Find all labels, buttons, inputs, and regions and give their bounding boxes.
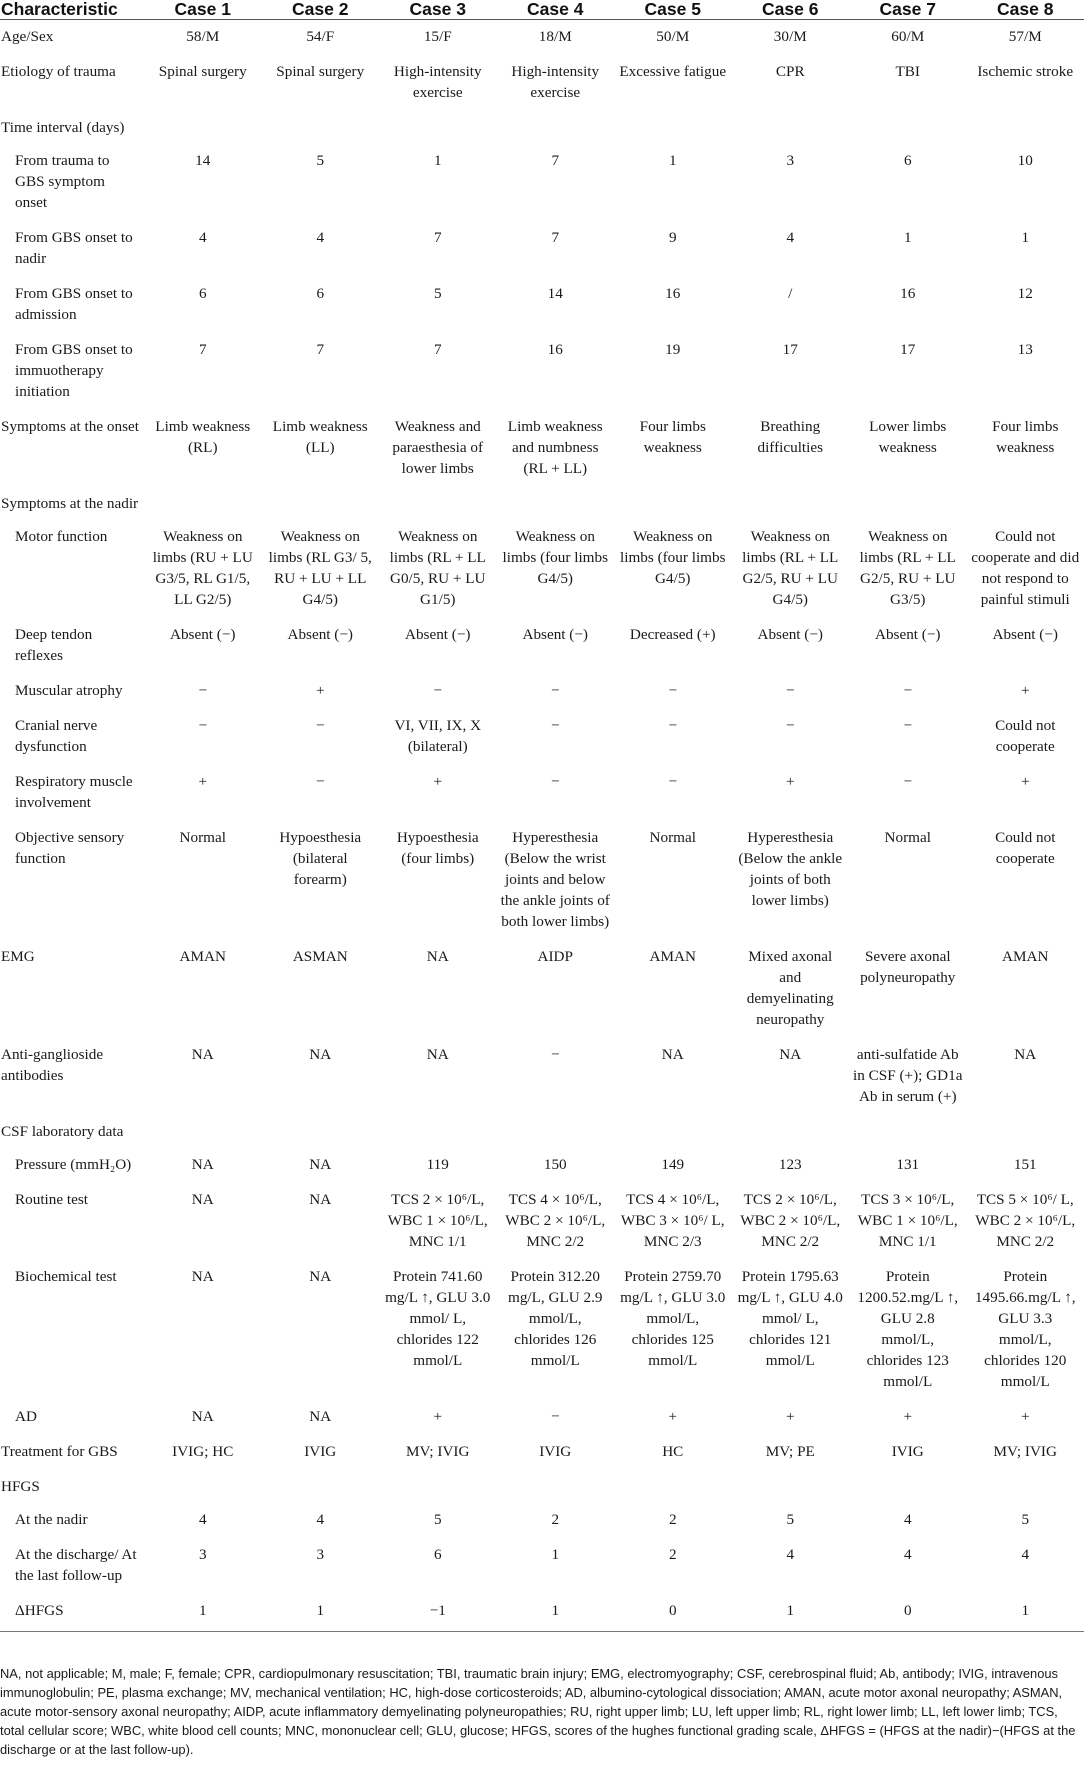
- table-row: [0, 1594, 1084, 1632]
- table-cell-case-1: 7: [198, 341, 207, 358]
- table-cell-case-8: 151: [1013, 1156, 1037, 1173]
- row-label: Biochemical test: [15, 1268, 117, 1285]
- table-cell-case-8: MV; IVIG: [993, 1443, 1057, 1460]
- table-cell-case-3: MV; IVIG: [406, 1443, 470, 1460]
- table-cell-case-2: Spinal surgery: [276, 63, 365, 80]
- table-cell-case-7: −: [903, 773, 913, 790]
- table-cell-case-5: Four limbs weakness: [639, 418, 706, 456]
- table-cell-case-4: 16: [547, 341, 563, 358]
- table-cell-case-6: /: [788, 285, 793, 302]
- table-section-row: [0, 487, 1084, 520]
- table-cell-case-1: −: [198, 717, 208, 734]
- column-header-case-2: Case 2: [262, 0, 380, 20]
- table-cell-case-4: 1: [551, 1546, 560, 1563]
- table-cell-case-3: 7: [433, 341, 442, 358]
- table-cell-case-8: AMAN: [1002, 948, 1049, 965]
- row-label: Muscular atrophy: [15, 682, 123, 699]
- table-header-row: [0, 0, 1084, 20]
- table-cell-case-7: −: [903, 717, 913, 734]
- row-label: From GBS onset to admission: [15, 285, 133, 323]
- table-cell-case-2: 4: [316, 229, 325, 246]
- table-cell-case-6: 123: [778, 1156, 802, 1173]
- table-row: [0, 333, 1084, 410]
- table-cell-case-4: −: [550, 1046, 560, 1063]
- table-cell-case-1: 14: [195, 152, 211, 169]
- row-label: From GBS onset to immuotherapy initiation: [15, 341, 133, 400]
- table-cell-case-1: +: [198, 773, 208, 790]
- row-label: ΔHFGS: [0, 1594, 144, 1632]
- column-header-case-8: Case 8: [967, 0, 1084, 20]
- table-cell-case-2: NA: [309, 1046, 332, 1063]
- table-row: [0, 144, 1084, 221]
- table-row: [0, 410, 1084, 487]
- table-cell-case-6: Breathing difficulties: [757, 418, 824, 456]
- table-section-row: [0, 111, 1084, 144]
- table-row: [0, 1038, 1084, 1115]
- table-cell-case-3: −: [433, 682, 443, 699]
- table-cell-case-1: Limb weakness (RL): [155, 418, 251, 456]
- table-cell-case-2: Limb weakness (LL): [272, 418, 368, 456]
- table-cell-case-8: Could not cooperate: [995, 717, 1056, 755]
- table-cell-case-3: 5: [433, 1511, 442, 1528]
- table-cell-case-6: −: [785, 717, 795, 734]
- table-cell-case-2: Absent (−): [287, 626, 353, 643]
- row-label: Objective sensory function: [15, 829, 125, 867]
- table-cell-case-3: +: [433, 773, 443, 790]
- table-row: [0, 221, 1084, 277]
- table-cell-case-8: Four limbs weakness: [992, 418, 1059, 456]
- table-cell-case-1: NA: [191, 1156, 214, 1173]
- table-row: [0, 765, 1084, 821]
- table-row: [0, 1538, 1084, 1594]
- table-cell-case-4: −: [550, 682, 560, 699]
- row-label: From trauma to GBS symptom onset: [15, 152, 110, 211]
- table-cell-case-6: CPR: [775, 63, 805, 80]
- table-cell-case-8: 5: [1021, 1511, 1030, 1528]
- table-cell-case-6: 17: [782, 341, 798, 358]
- table-cell-case-8: 57/M: [1008, 28, 1042, 45]
- table-cell-case-4: High-intensity exercise: [511, 63, 600, 101]
- table-cell-case-1: NA: [191, 1408, 214, 1425]
- column-header-case-6: Case 6: [732, 0, 850, 20]
- column-header-case-3: Case 3: [379, 0, 497, 20]
- table-row: [0, 1148, 1084, 1183]
- table-cell-case-5: Weakness on limbs (four limbs G4/5): [620, 528, 726, 587]
- table-section-row: [0, 1470, 1084, 1503]
- table-cell-case-1: NA: [191, 1046, 214, 1063]
- table-cell-case-2: −: [315, 717, 325, 734]
- row-label: Routine test: [15, 1191, 88, 1208]
- table-cell-case-6: 5: [786, 1511, 795, 1528]
- table-cell-case-4: IVIG: [539, 1443, 572, 1460]
- table-row: [0, 940, 1084, 1038]
- table-cell-case-4: 14: [547, 285, 563, 302]
- table-cell-case-1: 3: [198, 1546, 207, 1563]
- table-cell-case-5: Decreased (+): [629, 626, 716, 643]
- table-cell-case-2: +: [315, 682, 325, 699]
- table-cell-case-4: 18/M: [538, 28, 572, 45]
- table-cell-case-1: Normal: [179, 829, 226, 846]
- table-row: [0, 1183, 1084, 1260]
- table-cell-case-8: +: [1020, 1408, 1030, 1425]
- table-cell-case-5: 1: [668, 152, 677, 169]
- table-cell-case-8: 4: [1021, 1546, 1030, 1563]
- table-cell-case-1: −: [198, 682, 208, 699]
- table-cell-case-2: 6: [316, 285, 325, 302]
- table-cell-case-2: ASMAN: [292, 948, 348, 965]
- table-cell-case-7: 1: [903, 229, 912, 246]
- table-cell-case-6: Mixed axonal and demyelinating neuropathy: [746, 948, 834, 1028]
- table-cell-case-5: 9: [668, 229, 677, 246]
- table-cell-case-8: 13: [1017, 341, 1033, 358]
- table-cell-case-5: 50/M: [656, 28, 690, 45]
- table-cell-case-7: 60/M: [891, 28, 925, 45]
- row-label: Age/Sex: [1, 28, 54, 45]
- table-cell-case-2: NA: [309, 1268, 332, 1285]
- table-cell-case-7: 17: [900, 341, 916, 358]
- table-cell-case-3: −1: [379, 1594, 497, 1632]
- table-cell-case-5: −: [668, 682, 678, 699]
- table-cell-case-8: NA: [1014, 1046, 1037, 1063]
- table-cell-case-8: Absent (−): [992, 626, 1058, 643]
- column-header-case-5: Case 5: [614, 0, 732, 20]
- table-cell-case-8: Could not cooperate and did not respond to painful stimuli: [971, 528, 1080, 608]
- table-cell-case-7: IVIG: [891, 1443, 924, 1460]
- table-cell-case-5: 149: [661, 1156, 685, 1173]
- table-cell-case-7: 16: [900, 285, 916, 302]
- row-label: EMG: [1, 948, 35, 965]
- table-cell-case-7: 4: [903, 1511, 912, 1528]
- table-cell-case-7: anti-sulfatide Ab in CSF (+); GD1a Ab in serum (+): [853, 1046, 963, 1105]
- row-label: AD: [15, 1408, 37, 1425]
- table-row: [0, 709, 1084, 765]
- table-cell-case-3: 119: [426, 1156, 449, 1173]
- table-cell-case-5: 0: [614, 1594, 732, 1632]
- table-cell-case-8: 1: [967, 1594, 1084, 1632]
- table-cell-case-7: 4: [903, 1546, 912, 1563]
- table-row: [0, 821, 1084, 940]
- table-cell-case-4: −: [550, 717, 560, 734]
- table-cell-case-1: NA: [191, 1268, 214, 1285]
- table-cell-case-3: VI, VII, IX, X (bilateral): [394, 717, 482, 755]
- table-cell-case-6: MV; PE: [765, 1443, 815, 1460]
- table-row: [0, 20, 1084, 56]
- table-cell-case-4: −: [550, 773, 560, 790]
- table-cell-case-2: 3: [316, 1546, 325, 1563]
- table-cell-case-6: 1: [732, 1594, 850, 1632]
- row-label: Motor function: [15, 528, 108, 545]
- table-cell-case-2: Weakness on limbs (RL G3/ 5, RU + LU + LL G4/5): [268, 528, 372, 608]
- table-cell-case-3: Absent (−): [404, 626, 471, 643]
- table-cell-case-2: 54/F: [306, 28, 335, 45]
- table-row: [0, 1260, 1084, 1400]
- table-cell-case-5: TCS 4 × 10⁶/L, WBC 3 × 10⁶/ L, MNC 2/3: [620, 1191, 725, 1250]
- row-label: Symptoms at the onset: [1, 418, 139, 435]
- table-cell-case-5: AMAN: [649, 948, 696, 965]
- table-cell-case-4: Protein 312.20 mg/L, GLU 2.9 mmol/L, chlorides 126 mmol/L: [508, 1268, 603, 1369]
- section-label: HFGS: [1, 1478, 40, 1495]
- table-cell-case-2: 4: [316, 1511, 325, 1528]
- table-cell-case-7: Lower limbs weakness: [869, 418, 947, 456]
- table-cell-case-8: +: [1020, 773, 1030, 790]
- table-cell-case-8: TCS 5 × 10⁶/ L, WBC 2 × 10⁶/L, MNC 2/2: [975, 1191, 1076, 1250]
- table-cell-case-7: TCS 3 × 10⁶/L, WBC 1 × 10⁶/L, MNC 1/1: [857, 1191, 958, 1250]
- table-cell-case-4: −: [550, 1408, 560, 1425]
- table-cell-case-5: Excessive fatigue: [619, 63, 727, 80]
- table-cell-case-1: 4: [198, 229, 207, 246]
- table-cell-case-6: Protein 1795.63 mg/L ↑, GLU 4.0 mmol/ L, chlorides 121 mmol/L: [737, 1268, 843, 1369]
- table-cell-case-1: NA: [191, 1191, 214, 1208]
- table-cell-case-5: −: [668, 717, 678, 734]
- table-cell-case-2: NA: [309, 1191, 332, 1208]
- table-cell-case-3: Hypoesthesia (four limbs): [396, 829, 479, 867]
- table-cell-case-2: IVIG: [304, 1443, 337, 1460]
- row-label: At the discharge/ At the last follow-up: [15, 1546, 137, 1584]
- table-cell-case-1: AMAN: [179, 948, 226, 965]
- table-row: [0, 1503, 1084, 1538]
- table-row: [0, 618, 1084, 674]
- row-label: Anti-ganglioside antibodies: [1, 1046, 104, 1084]
- table-row: [0, 674, 1084, 709]
- table-cell-case-5: 19: [665, 341, 681, 358]
- table-cell-case-6: +: [785, 1408, 795, 1425]
- section-label: Symptoms at the nadir: [1, 495, 139, 512]
- column-header-case-7: Case 7: [849, 0, 967, 20]
- table-cell-case-1: 4: [198, 1511, 207, 1528]
- section-label: Time interval (days): [1, 119, 125, 136]
- table-cell-case-8: 1: [1021, 229, 1030, 246]
- row-label: Respiratory muscle involvement: [15, 773, 133, 811]
- table-cell-case-2: Hypoesthesia (bilateral forearm): [279, 829, 362, 888]
- table-cell-case-6: −: [785, 682, 795, 699]
- table-row: [0, 520, 1084, 618]
- table-cell-case-1: 6: [198, 285, 207, 302]
- row-label: Deep tendon reflexes: [15, 626, 93, 664]
- table-cell-case-5: NA: [661, 1046, 684, 1063]
- table-cell-case-4: 150: [543, 1156, 567, 1173]
- table-cell-case-7: 0: [849, 1594, 967, 1632]
- table-cell-case-6: NA: [779, 1046, 802, 1063]
- table-footnote: NA, not applicable; M, male; F, female; CPR, cardiopulmonary resuscitation; TBI, traumatic brain injury; EMG, electromyography; CSF, cerebrospinal fluid; Ab, antibody; IVIG, intravenous immunoglobulin; PE, plasma exchange; MV, mechanical ventilation; HC, high-dose corticosteroids; AD, albumino-cytological dissociation; AMAN, acute motor axonal neuropathy; ASMAN, acute motor-sensory axonal neuropathy; AIDP, acute inflammatory demyelinating polyneuropathies; RU, right upper limb; LU, left upper limb; RL, right lower limb; LL, left lower limb; TCS, total cellular score; WBC, white blood cell counts; MNC, mononuclear cell; GLU, glucose; HFGS, scores of the hughes functional grading scale, ΔHFGS = (HFGS at the nadir)−(HFGS at the discharge or at the last follow-up).: [0, 1666, 1076, 1757]
- table-cell-case-1: 1: [144, 1594, 262, 1632]
- table-cell-case-5: +: [668, 1408, 678, 1425]
- table-cell-case-7: −: [903, 682, 913, 699]
- table-cell-case-7: Weakness on limbs (RL + LL G2/5, RU + LU G3/5): [859, 528, 956, 608]
- row-label: At the nadir: [15, 1511, 88, 1528]
- row-label: From GBS onset to nadir: [15, 229, 133, 267]
- table-body: [0, 20, 1084, 1632]
- table-cell-case-4: Weakness on limbs (four limbs G4/5): [502, 528, 608, 587]
- table-row: [0, 55, 1084, 111]
- table-cell-case-2: 5: [316, 152, 325, 169]
- table-cell-case-2: 1: [262, 1594, 380, 1632]
- table-cell-case-7: Severe axonal polyneuropathy: [860, 948, 956, 986]
- table-cell-case-5: Protein 2759.70 mg/L ↑, GLU 3.0 mmol/L, chlorides 125 mmol/L: [620, 1268, 726, 1369]
- table-cell-case-3: 1: [433, 152, 442, 169]
- table-cell-case-3: NA: [426, 1046, 449, 1063]
- table-row: [0, 277, 1084, 333]
- column-header-characteristic: Characteristic: [0, 0, 144, 20]
- table-cell-case-3: NA: [426, 948, 449, 965]
- table-cell-case-7: +: [903, 1408, 913, 1425]
- table-cell-case-6: TCS 2 × 10⁶/L, WBC 2 × 10⁶/L, MNC 2/2: [740, 1191, 841, 1250]
- table-cell-case-3: Weakness and paraesthesia of lower limbs: [392, 418, 484, 477]
- row-label: Etiology of trauma: [1, 63, 116, 80]
- table-cell-case-8: 12: [1017, 285, 1033, 302]
- table-cell-case-3: Weakness on limbs (RL + LL G0/5, RU + LU G1/5): [389, 528, 486, 608]
- column-header-case-1: Case 1: [144, 0, 262, 20]
- table-cell-case-5: 16: [665, 285, 681, 302]
- row-label: Pressure (mmH₂O): [15, 1156, 132, 1173]
- table-cell-case-7: TBI: [895, 63, 920, 80]
- table-cell-case-5: 2: [668, 1546, 677, 1563]
- table-cell-case-6: Weakness on limbs (RL + LL G2/5, RU + LU G4/5): [742, 528, 839, 608]
- table-cell-case-8: 10: [1017, 152, 1033, 169]
- table-cell-case-3: Protein 741.60 mg/L ↑, GLU 3.0 mmol/ L, chlorides 122 mmol/L: [385, 1268, 491, 1369]
- table-cell-case-6: 4: [786, 1546, 795, 1563]
- table-header: [0, 0, 1084, 20]
- table-cell-case-4: Hyperesthesia (Below the wrist joints and below the ankle joints of both lower limbs): [500, 829, 610, 930]
- table-cell-case-2: NA: [309, 1408, 332, 1425]
- table-cell-case-7: 6: [903, 152, 912, 169]
- table-cell-case-4: TCS 4 × 10⁶/L, WBC 2 × 10⁶/L, MNC 2/2: [505, 1191, 606, 1250]
- table-row: [0, 1400, 1084, 1435]
- table-cell-case-3: 15/F: [423, 28, 452, 45]
- table-cell-case-3: +: [433, 1408, 443, 1425]
- table-cell-case-6: 4: [786, 229, 795, 246]
- table-cell-case-7: Protein 1200.52.mg/L ↑, GLU 2.8 mmol/L, chlorides 123 mmol/L: [857, 1268, 959, 1390]
- table-cell-case-8: Could not cooperate: [995, 829, 1056, 867]
- table-cell-case-4: 7: [551, 152, 560, 169]
- section-label: CSF laboratory data: [1, 1123, 124, 1140]
- table-section-row: [0, 1115, 1084, 1148]
- table-cell-case-5: Normal: [649, 829, 696, 846]
- row-label: Cranial nerve dysfunction: [15, 717, 98, 755]
- table-cell-case-8: +: [1020, 682, 1030, 699]
- table-cell-case-2: −: [315, 773, 325, 790]
- table-cell-case-7: Normal: [884, 829, 931, 846]
- table-cell-case-5: −: [668, 773, 678, 790]
- table-cell-case-6: Hyperesthesia (Below the ankle joints of both lower limbs): [738, 829, 843, 909]
- table-cell-case-1: IVIG; HC: [172, 1443, 234, 1460]
- table-cell-case-6: +: [785, 773, 795, 790]
- table-cell-case-7: 131: [896, 1156, 920, 1173]
- table-cell-case-4: 1: [497, 1594, 615, 1632]
- table-cell-case-6: 3: [786, 152, 795, 169]
- table-cell-case-6: Absent (−): [757, 626, 823, 643]
- table-cell-case-8: Ischemic stroke: [977, 63, 1074, 80]
- table-cell-case-3: High-intensity exercise: [393, 63, 482, 101]
- table-row: [0, 1435, 1084, 1470]
- table-cell-case-1: 58/M: [186, 28, 220, 45]
- table-cell-case-1: Weakness on limbs (RU + LU G3/5, RL G1/5, LL G2/5): [152, 528, 253, 608]
- table-cell-case-3: 5: [433, 285, 442, 302]
- table-cell-case-2: 7: [316, 341, 325, 358]
- table-cell-case-4: 2: [551, 1511, 560, 1528]
- table-cell-case-3: 6: [433, 1546, 442, 1563]
- table-cell-case-3: TCS 2 × 10⁶/L, WBC 1 × 10⁶/L, MNC 1/1: [387, 1191, 488, 1250]
- table-cell-case-7: Absent (−): [874, 626, 941, 643]
- table-cell-case-4: AIDP: [537, 948, 573, 965]
- table-cell-case-3: 7: [433, 229, 442, 246]
- row-label: Treatment for GBS: [1, 1443, 118, 1460]
- table-cell-case-4: Limb weakness and numbness (RL + LL): [507, 418, 603, 477]
- table-cell-case-6: 30/M: [773, 28, 807, 45]
- table-cell-case-1: Spinal surgery: [158, 63, 247, 80]
- table-cell-case-8: Protein 1495.66.mg/L ↑, GLU 3.3 mmol/L, chlorides 120 mmol/L: [974, 1268, 1076, 1390]
- table-cell-case-5: 2: [668, 1511, 677, 1528]
- column-header-case-4: Case 4: [497, 0, 615, 20]
- table-cell-case-4: Absent (−): [522, 626, 588, 643]
- table-cell-case-5: HC: [662, 1443, 684, 1460]
- table-cell-case-1: Absent (−): [169, 626, 236, 643]
- table-cell-case-4: 7: [551, 229, 560, 246]
- table-cell-case-2: NA: [309, 1156, 332, 1173]
